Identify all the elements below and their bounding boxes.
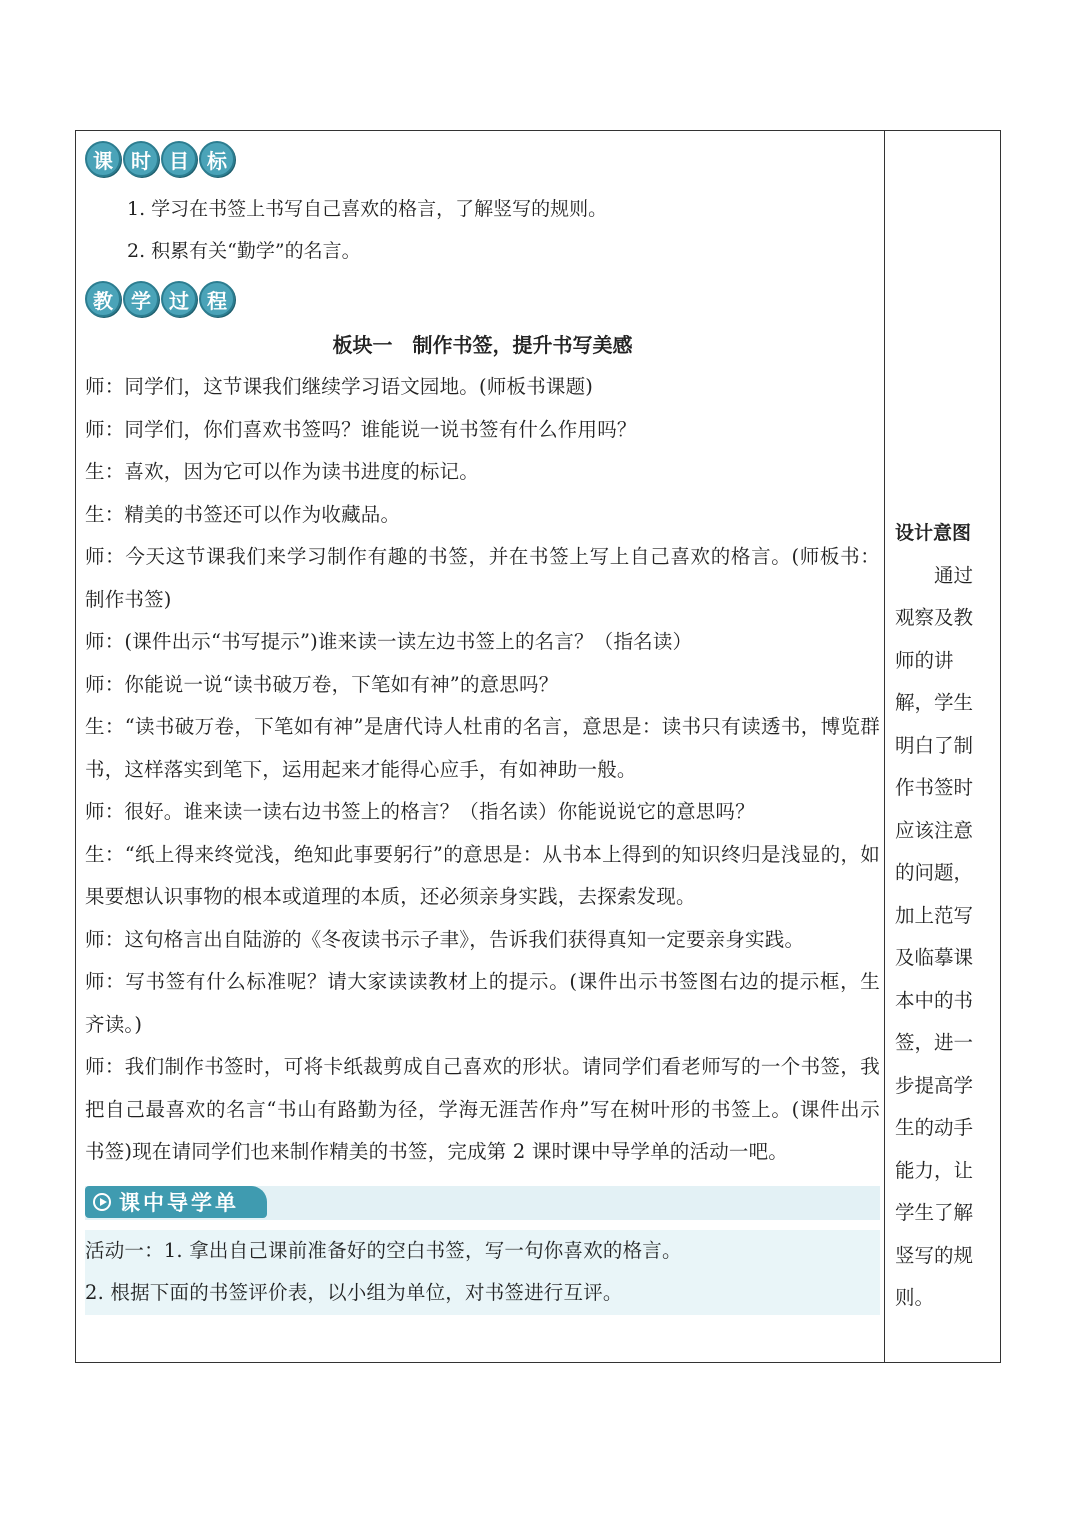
guide-item: 活动一：1. 拿出自己课前准备好的空白书签，写一句你喜欢的格言。 xyxy=(85,1238,682,1262)
paragraph: 师：这句格言出自陆游的《冬夜读书示子聿》，告诉我们获得真知一定要亲身实践。 xyxy=(85,927,805,951)
design-intent-column xyxy=(895,512,990,1320)
paragraph: 师：(课件出示“书写提示”)谁来读一读左边书签上的名言？（指名读） xyxy=(85,630,693,653)
paragraph: 师：很好。谁来读一读右边书签上的格言？（指名读）你能说说它的意思吗？ xyxy=(85,800,755,823)
paragraph: 生：喜欢，因为它可以作为读书进度的标记。 xyxy=(85,460,480,483)
process-badge-4: 程 xyxy=(199,281,235,317)
paragraph: 生：“纸上得来终觉浅，绝知此事要躬行”的意思是：从书本上得到的知识终归是浅显的，如果要想认识事物的根本或道理的本质，还必须亲身实践，去探索发现。 xyxy=(85,842,880,908)
design-intent-text: 通过观察及教师的讲解，学生明白了制作书签时应该注意的问题，加上范写及临摹课本中的书签，进一步提高学生的动手能力，让学生了解竖写的规则。 xyxy=(895,563,974,1309)
guide-header xyxy=(85,1186,880,1220)
paragraph: 师：写书签有什么标准呢？请大家读读教材上的提示。(课件出示书签图右边的提示框，生齐读。) xyxy=(85,970,880,1036)
paragraph: 生：“读书破万卷，下笔如有神”是唐代诗人杜甫的名言，意思是：读书只有读透书，博览群书，这样落实到笔下，运用起来才能得心应手，有如神助一般。 xyxy=(85,715,880,781)
paragraph: 师：同学们，你们喜欢书签吗？谁能说一说书签有什么作用吗？ xyxy=(85,417,637,441)
objectives-heading xyxy=(85,140,880,178)
process-heading xyxy=(85,280,880,318)
objectives-badge-1: 课 xyxy=(85,141,121,177)
process-badge-3: 过 xyxy=(161,281,197,317)
guide-tag xyxy=(85,1186,267,1218)
objectives-badge-4: 标 xyxy=(199,141,235,177)
paragraph: 师：今天这节课我们来学习制作有趣的书签，并在书签上写上自己喜欢的格言。(师板书：制作书签) xyxy=(85,545,880,611)
design-intent-title: 设计意图 xyxy=(895,522,972,544)
paragraph: 师：你能说一说“读书破万卷，下笔如有神”的意思吗？ xyxy=(85,672,559,696)
process-badge-1: 教 xyxy=(85,281,121,317)
objectives-badge-2: 时 xyxy=(123,141,159,177)
paragraph: 师：同学们，这节课我们继续学习语文园地。(师板书课题) xyxy=(85,375,594,398)
play-circle-icon xyxy=(93,1193,111,1211)
dialogue xyxy=(85,366,880,1174)
guide-label: 课中导学单 xyxy=(119,1190,239,1215)
objective-2: 2. 积累有关“勤学”的名言。 xyxy=(127,240,361,262)
objectives-badge-3: 目 xyxy=(161,141,197,177)
main-column xyxy=(85,140,880,1315)
objective-1: 1. 学习在书签上书写自己喜欢的格言，了解竖写的规则。 xyxy=(127,198,608,220)
process-badge-2: 学 xyxy=(123,281,159,317)
paragraph: 师：我们制作书签时，可将卡纸裁剪成自己喜欢的形状。请同学们看老师写的一个书签，我把自己最喜欢的名言“书山有路勤为径，学海无涯苦作舟”写在树叶形的书签上。(课件出示书签)现在请同学们也来制作精美的书签，完成第 2 课时课中导学单的活动一吧。 xyxy=(85,1055,880,1163)
guide-item: 2. 根据下面的书签评价表，以小组为单位，对书签进行互评。 xyxy=(85,1281,623,1304)
paragraph: 生：精美的书签还可以作为收藏品。 xyxy=(85,502,401,526)
guide-box xyxy=(85,1230,880,1315)
section-title: 板块一 制作书签，提升书写美感 xyxy=(332,333,633,357)
column-divider xyxy=(884,130,885,1363)
